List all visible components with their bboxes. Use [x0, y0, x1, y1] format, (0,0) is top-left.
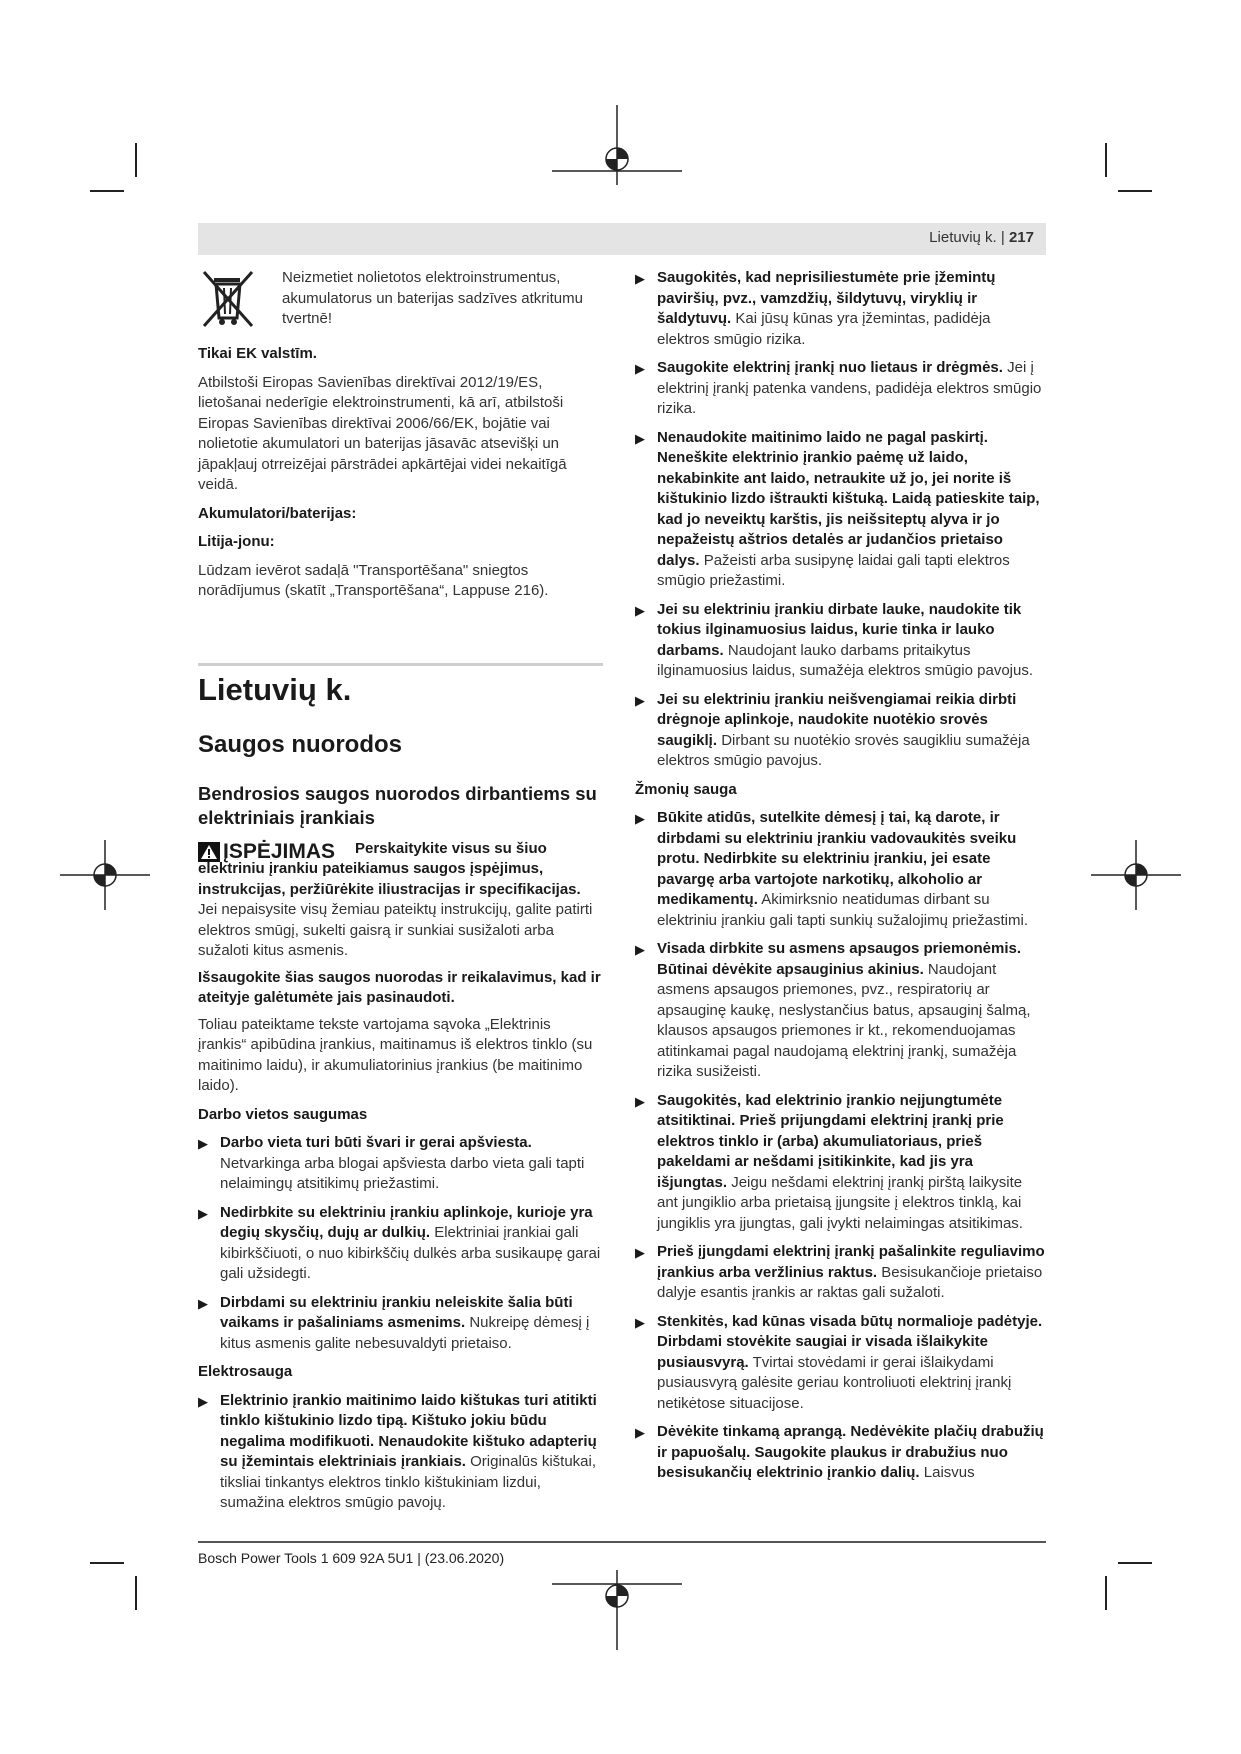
ek-text: Atbilstoši Eiropas Savienības direktīvai 2012/19/ES, lietošanai nederīgie elektroinstrumenti, kā arī, atbilstoši Eiropas Savienības direktīvai 2006/66/EK, bojātie vai nolietotie akumulatori un baterijas jāsavāc atsevišķi un jāpakļauj otrreizējai pārstrādei apkārtējai videi nekaitīgā veidā.	[198, 373, 567, 493]
section-divider	[198, 663, 603, 666]
crop-mark	[135, 143, 137, 177]
item-bold: Nedirbkite su elektriniu įrankiu aplinkoje, kurioje yra degių skysčių, dujų ar dulkių.	[220, 1203, 593, 1241]
list-item	[635, 1422, 1045, 1484]
lithium-text: Lūdzam ievērot sadaļā "Transportēšana" sniegtos norādījumus (skatīt „Transportēšana“, Lappuse 216).	[198, 561, 549, 599]
list-item	[198, 1203, 603, 1285]
list-item	[635, 939, 1045, 1083]
term-text: Toliau pateiktame tekste vartojama sąvoka „Elektrinis įrankis“ apibūdina įrankius, maitinamus iš elektros tinklo (su maitinimo laidu), ir akumuliatorinius įrankius (be maitinimo laido).	[198, 1015, 593, 1094]
bullet-arrow-icon: ▶	[635, 1425, 645, 1440]
item-text: Pažeisti arba susipynę laidai gali tapti elektros smūgio priežastimi.	[657, 551, 1010, 589]
footer: Bosch Power Tools 1 609 92A 5U1 | (23.06.2020)	[198, 1550, 505, 1566]
item-text: Jeigu nešdami elektrinį įrankį pirštą laikysite ant jungiklio arba prietaisą įjungsite į elektros tinklą, kai jungiklis yra įjungtas, gali įvykti nelaimingas atsitikimas.	[657, 1173, 1023, 1232]
item-bold: Darbo vieta turi būti švari ir gerai apšviesta.	[220, 1134, 532, 1151]
list-item	[635, 358, 1045, 420]
battery-heading: Akumulatori/baterijas:	[198, 504, 357, 522]
item-text: Naudojant asmens apsaugos priemones, pvz., respiratorių ar apsauginę kaukę, neslystančius batus, apsauginį šalmą, klausos apsaugos priemones ir kt., rekomenduojamas atitinkamai pagal naudojamą elektrinį įrankį, sumažėja rizika susižeisti.	[657, 960, 1031, 1080]
bullet-arrow-icon: ▶	[635, 692, 645, 708]
list-item	[635, 690, 1045, 772]
personal-safety-list	[635, 808, 1045, 1484]
crossed-bin-icon	[198, 268, 258, 330]
header-separator: |	[1000, 229, 1005, 246]
item-bold: Saugokitės, kad neprisiliestumėte prie įžemintų paviršių, pvz., vamzdžių, šildytuvų, viryklių ir šaldytuvų.	[657, 269, 996, 327]
bullet-arrow-icon: ▶	[198, 1205, 208, 1221]
bullet-arrow-icon: ▶	[635, 271, 645, 286]
item-text: Dirbant su nuotėkio srovės saugikliu sumažėja elektros smūgio pavojus.	[657, 731, 1030, 769]
crop-mark	[90, 190, 124, 192]
item-bold: Elektrinio įrankio maitinimo laido kištukas turi atitikti tinklo kištukinio lizdo tipą. Kištuko jokiu būdu negalima modifikuoti. Nenaudokite kištuko adapterių su įžemintais elektriniais įrankiais.	[220, 1391, 597, 1470]
safety-title: Saugos nuorodos	[198, 731, 402, 758]
bullet-arrow-icon: ▶	[198, 1295, 208, 1311]
bullet-arrow-icon: ▶	[635, 602, 645, 618]
item-text: Naudojant lauko darbams pritaikytus ilginamuosius laidus, sumažėja elektros smūgio pavojus.	[657, 641, 1034, 679]
personal-safety-heading: Žmonių sauga	[635, 780, 737, 798]
crop-mark	[90, 1562, 124, 1564]
bullet-arrow-icon: ▶	[635, 1093, 645, 1109]
bullet-arrow-icon: ▶	[198, 1136, 208, 1151]
page-header	[198, 223, 1046, 255]
ek-heading: Tikai EK valstīm.	[198, 345, 317, 362]
list-item	[635, 1091, 1045, 1235]
warning-label-text: ĮSPĖJIMAS	[223, 840, 336, 863]
work-area-list	[198, 1133, 603, 1354]
item-bold: Jei su elektriniu įrankiu neišvengiamai reikia dirbti drėgnoje aplinkoje, naudokite nuotėkio srovės saugiklį.	[657, 690, 1017, 749]
registration-mark-top	[552, 105, 682, 185]
crop-mark	[1118, 1562, 1152, 1564]
item-text: Tvirtai stovėdami ir gerai išlaikydami pusiausvyrą galėsite geriau kontroliuoti elektrinį įrankį netikėtose situacijose.	[657, 1353, 1012, 1412]
left-column	[198, 268, 603, 610]
page-number: 217	[1008, 229, 1034, 246]
item-bold: Saugokitės, kad elektrinio įrankio neįjungtumėte atsitiktinai. Prieš prijungdami elektrinį įrankį prie elektros tinklo ir (arba) akumuliatoriaus, prieš pakeldami ar nešdami įsitikinkite, kad jis yra išjungtas.	[657, 1091, 1004, 1191]
bullet-arrow-icon: ▶	[635, 361, 645, 376]
bullet-arrow-icon: ▶	[635, 811, 645, 826]
item-bold: Stenkitės, kad kūnas visada būtų normalioje padėtyje. Dirbdami stovėkite saugiai ir visada išlaikykite pusiausvyrą.	[657, 1312, 1043, 1371]
general-safety-title: Bendrosios saugos nuorodos dirbantiems su elektriniais įrankiais	[198, 783, 597, 828]
disposal-block	[198, 268, 603, 330]
item-text: Akimirksnio neatidumas dirbant su elektriniu įrankiu gali tapti sunkių sužalojimų priežastimi.	[657, 891, 1028, 929]
disposal-note: Neizmetiet nolietotos elektroinstrumentus, akumulatorus un baterijas sadzīves atkritumu tvertnē!	[282, 269, 583, 327]
crop-mark	[1105, 1576, 1107, 1610]
item-text: Nukreipę dėmesį į kitus asmenis galite nebesuvaldyti prietaiso.	[220, 1314, 590, 1352]
language-title: Lietuvių k.	[198, 672, 352, 707]
list-item	[635, 1242, 1045, 1304]
item-text: Netvarkinga arba blogai apšviesta darbo vieta gali tapti nelaimingų atsitikimų priežastimi.	[220, 1154, 585, 1192]
list-item	[198, 1293, 603, 1355]
item-text: Besisukančioje prietaiso dalyje esantis įrankis ar raktas gali sužaloti.	[657, 1263, 1043, 1301]
bullet-arrow-icon: ▶	[198, 1393, 208, 1409]
item-text: Elektriniai įrankiai gali kibirkščiuoti, o nuo kibirkščių dulkės arba susikaupę garai gali užsidegti.	[220, 1224, 601, 1282]
keep-instructions	[198, 968, 603, 1009]
header-label	[929, 229, 1034, 246]
crop-mark	[135, 1576, 137, 1610]
header-lang: Lietuvių k.	[929, 229, 997, 246]
bullet-arrow-icon: ▶	[635, 942, 645, 957]
item-bold: Prieš įjungdami elektrinį įrankį pašalinkite reguliavimo įrankius arba veržlinius raktus.	[657, 1243, 1045, 1281]
item-bold: Būkite atidūs, sutelkite dėmesį į tai, ką darote, ir dirbdami su elektriniu įrankiu vadovaukitės sveiku protu. Nedirbkite su elektriniu įrankiu, jei esate pavargę arba vartojote narkotikų, alkoholio ar medikamentų.	[657, 809, 1017, 908]
item-text: Jei į elektrinį įrankį patenka vandens, padidėja elektros smūgio rizika.	[657, 359, 1042, 417]
right-column	[635, 268, 1045, 1492]
crop-mark	[1118, 190, 1152, 192]
list-item	[635, 268, 1045, 350]
list-item	[635, 1312, 1045, 1415]
list-item	[198, 1391, 603, 1514]
item-bold: Jei su elektriniu įrankiu dirbate lauke, naudokite tik tokius ilginamuosius laidus, kurie tinka ir lauko darbams.	[657, 600, 1022, 659]
footer-divider	[198, 1541, 1046, 1543]
item-text: Laisvus	[923, 1464, 975, 1481]
list-item	[635, 428, 1045, 592]
item-text: Originalūs kištukai, tiksliai tinkantys elektros tinklo kištukiniam lizdui, sumažina elektros smūgio pavojų.	[220, 1453, 597, 1511]
registration-mark-right	[1091, 840, 1181, 910]
item-bold: Saugokite elektrinį įrankį nuo lietaus ir drėgmės.	[657, 359, 1003, 376]
warning-bold: Perskaitykite visus su šiuo elektriniu įrankiu pateikiamus saugos įspėjimus, instrukcijas, peržiūrėkite iliustracijas ir specifikacijas.	[198, 839, 581, 898]
left-column-main	[198, 672, 603, 1522]
list-item	[198, 1133, 603, 1195]
bullet-arrow-icon: ▶	[635, 1245, 645, 1260]
item-bold: Nenaudokite maitinimo laido ne pagal paskirtį. Neneškite elektrinio įrankio paėmę už laido, nekabinkite ant laido, netraukite už jo, jei norite iš kištukinio lizdo ištraukti kištuką. Laidą patieskite taip, kad jo neveiktų karštis, jis neišsiteptų alyva ir jo nepažeistų aštrios detalės ar judančios prietaiso dalys.	[657, 428, 1040, 569]
crop-mark	[1105, 143, 1107, 177]
warning-detail: Jei nepaisysite visų žemiau pateiktų instrukcijų, galite patirti elektros smūgį, sukelti gaisrą ir sunkiai susižaloti arba sužaloti kitus asmenis.	[198, 901, 593, 959]
work-area-heading: Darbo vietos saugumas	[198, 1105, 368, 1123]
item-text: Kai jūsų kūnas yra įžemintas, padidėja elektros smūgio rizika.	[657, 310, 991, 348]
bullet-arrow-icon: ▶	[635, 430, 645, 446]
bullet-arrow-icon: ▶	[635, 1314, 645, 1330]
registration-mark-left	[60, 840, 150, 910]
registration-mark-bottom	[552, 1570, 682, 1650]
list-item	[635, 808, 1045, 931]
item-bold: Visada dirbkite su asmens apsaugos priemonėmis. Būtinai dėvėkite apsauginius akinius.	[657, 940, 1022, 978]
keep-bold: Išsaugokite šias saugos nuorodas ir reikalavimus, kad ir ateityje galėtumėte jais pasinaudoti.	[198, 968, 601, 1006]
electrical-list-continued	[635, 268, 1045, 772]
item-bold: Dėvėkite tinkamą aprangą. Nedėvėkite plačių drabužių ir papuošalų. Saugokite plaukus ir drabužius nuo besisukančių elektrinio įrankio dalių.	[657, 1423, 1044, 1481]
lithium-heading: Litija-jonu:	[198, 533, 275, 550]
list-item	[635, 600, 1045, 682]
electrical-heading: Elektrosauga	[198, 1363, 293, 1380]
item-bold: Dirbdami su elektriniu įrankiu neleiskite šalia būti vaikams ir pašaliniams asmenims.	[220, 1293, 573, 1331]
